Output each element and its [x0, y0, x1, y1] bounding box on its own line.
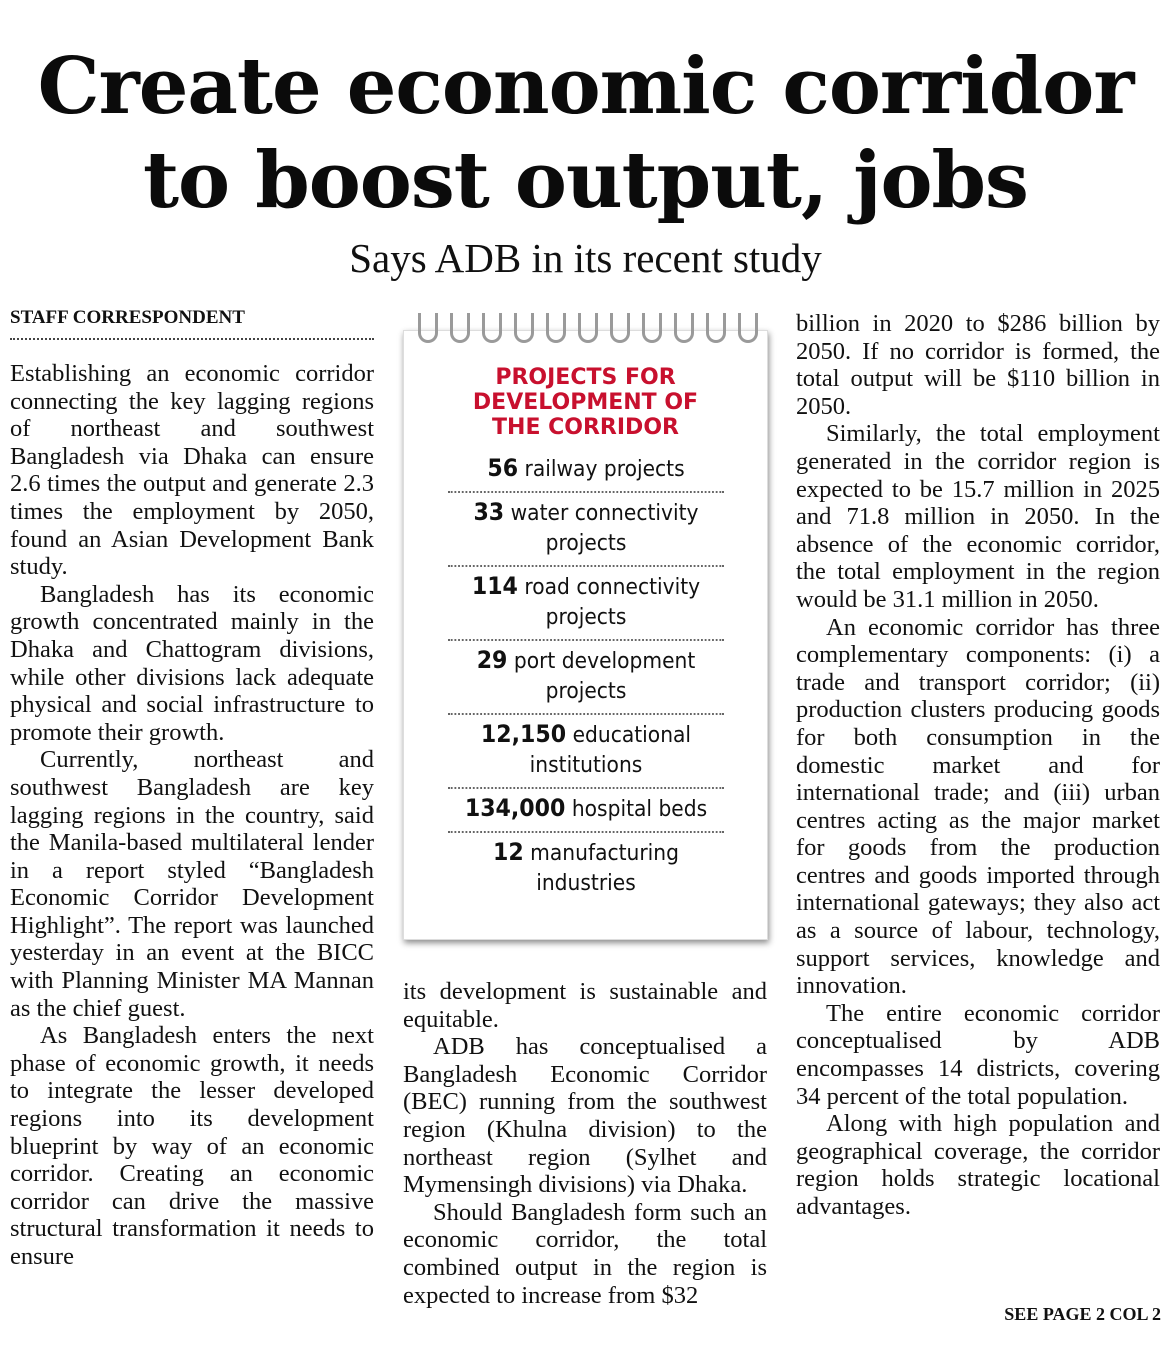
project-count: 12,150 — [480, 720, 567, 748]
paragraph: its development is sustainable and equitable. — [403, 978, 767, 1033]
project-count: 33 — [473, 498, 505, 526]
paragraph: Bangladesh has its economic growth concentrated mainly in the Dhaka and Chattogram divisions, while other divisions lack adequate physical and social infrastructure to promote their growth. — [10, 580, 374, 746]
project-item — [448, 789, 724, 833]
projects-box-title — [404, 365, 767, 440]
project-count: 29 — [476, 646, 508, 674]
spiral-ring-icon — [706, 313, 726, 343]
project-label: manufacturing industries — [530, 841, 679, 896]
project-item — [448, 715, 724, 789]
subheadline: Says ADB in its recent study — [349, 235, 822, 281]
paragraph: Currently, northeast and southwest Bangladesh are key lagging regions in the country, said the Manila-based multilateral lender in a report styled “Bangladesh Economic Corridor Development Highlight”. The report was launched yesterday in an event at the BICC with Planning Minister MA Mannan as the chief guest. — [10, 746, 374, 1022]
paragraph: The entire economic corridor conceptualised by ADB encompasses 14 districts, covering 34 percent of the total population. — [796, 999, 1160, 1110]
paragraph: billion in 2020 to $286 billion by 2050. If no corridor is formed, the total output will be $110 billion in 2050. — [796, 310, 1160, 420]
project-label: hospital beds — [571, 797, 708, 822]
project-count: 12 — [492, 838, 524, 866]
spiral-ring-icon — [610, 313, 630, 343]
paragraph: As Bangladesh enters the next phase of economic growth, it needs to integrate the lesser developed regions into its development blueprint by way of an economic corridor. Creating an economic corridor can drive the massive structural transformation it needs to ensure — [10, 1022, 374, 1270]
paragraph: An economic corridor has three complementary components: (i) a trade and transport corridor; (ii) production clusters producing goods for both consumption in the domestic market and for international trade; and (iii) urban centres acting as the major market for goods from the production centres and goods imported through international gateways; they also act as a source of labour, technology, support services, knowledge and innovation. — [796, 613, 1160, 1000]
spiral-ring-icon — [642, 313, 662, 343]
spiral-binding — [418, 313, 758, 353]
box-title-line: THE CORRIDOR — [492, 415, 679, 440]
spiral-ring-icon — [418, 313, 438, 343]
project-item — [448, 449, 724, 493]
paragraph: Establishing an economic corridor connecting the key lagging regions of northeast and southwest Bangladesh via Dhaka can ensure 2.6 times the output and generate 2.3 times the employment by 2050, found an Asian Development Bank study. — [10, 360, 374, 581]
projects-notepad-box — [403, 330, 768, 940]
spiral-ring-icon — [514, 313, 534, 343]
paragraph: Should Bangladesh form such an economic corridor, the total combined output in the region is expected to increase from $32 — [403, 1198, 767, 1309]
box-title-line: DEVELOPMENT OF — [472, 390, 699, 415]
project-label: railway projects — [524, 457, 685, 482]
project-label: educational institutions — [529, 723, 692, 778]
project-item — [448, 641, 724, 715]
spiral-ring-icon — [738, 313, 758, 343]
project-label: port development projects — [513, 649, 696, 704]
project-item — [448, 567, 724, 641]
byline: STAFF CORRESPONDENT — [10, 306, 374, 340]
paragraph: Along with high population and geographical coverage, the corridor region holds strategic locational advantages. — [796, 1110, 1160, 1220]
headline-line-2: to boost output, jobs — [143, 135, 1028, 226]
project-label: road connectivity projects — [524, 575, 701, 630]
project-item — [448, 833, 724, 905]
spiral-ring-icon — [450, 313, 470, 343]
continuation-note: SEE PAGE 2 COL 2 — [1004, 1304, 1161, 1324]
article-column-3 — [796, 310, 1160, 1221]
article-column-2 — [403, 978, 767, 1309]
headline-line-1: Create economic corridor — [37, 41, 1134, 132]
project-label: water connectivity projects — [510, 501, 699, 556]
project-count: 114 — [471, 572, 518, 600]
paragraph: Similarly, the total employment generated in the corridor region is expected to be 15.7 million in 2025 and 71.8 million in 2050. In the absence of the economic corridor, the total employment in the region would be 31.1 million in 2050. — [796, 420, 1160, 613]
spiral-ring-icon — [482, 313, 502, 343]
headline — [0, 40, 1171, 228]
projects-list — [436, 449, 736, 905]
spiral-ring-icon — [578, 313, 598, 343]
spiral-ring-icon — [674, 313, 694, 343]
paragraph: ADB has conceptualised a Bangladesh Economic Corridor (BEC) running from the southwest region (Khulna division) to the northeast region (Sylhet and Mymensingh divisions) via Dhaka. — [403, 1033, 767, 1199]
project-item — [448, 493, 724, 567]
box-title-line: PROJECTS FOR — [495, 365, 676, 390]
article-column-1 — [10, 360, 374, 1271]
project-count: 56 — [487, 454, 519, 482]
spiral-ring-icon — [546, 313, 566, 343]
project-count: 134,000 — [464, 794, 566, 822]
